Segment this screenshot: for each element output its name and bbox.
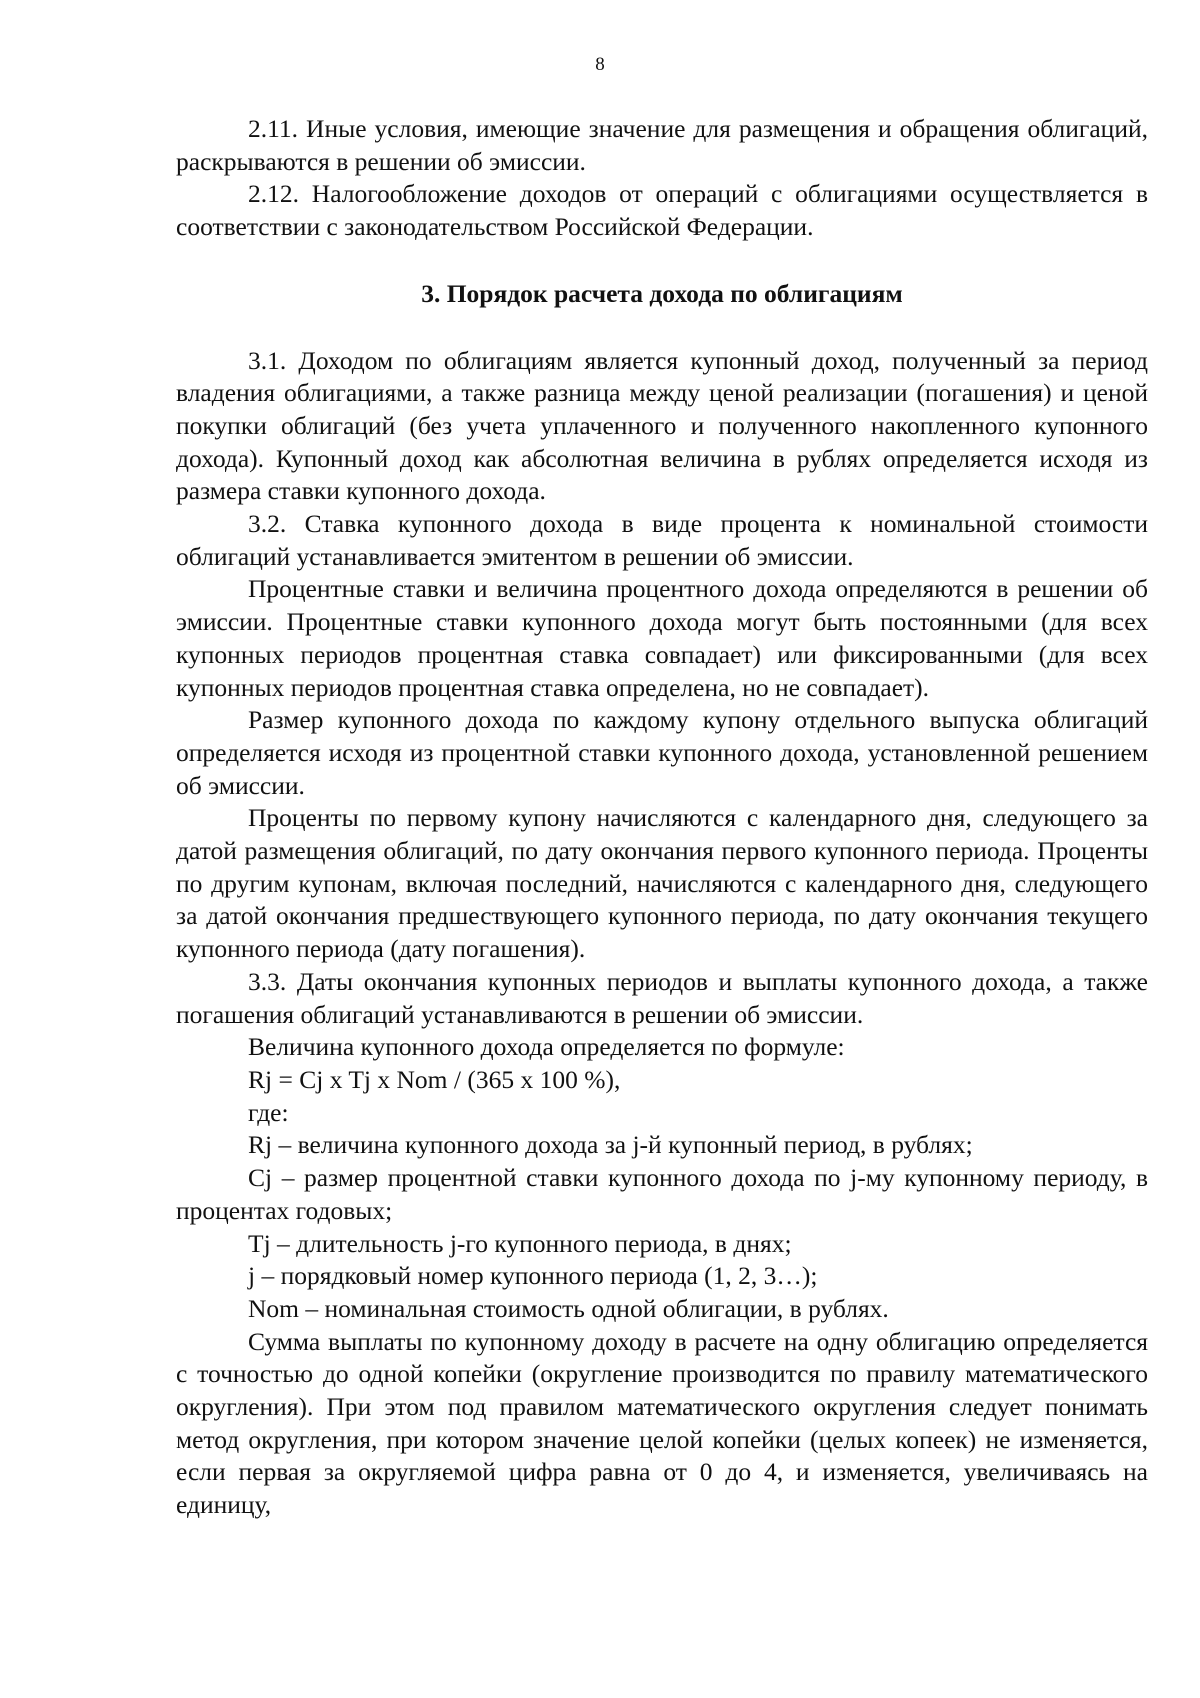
section-heading: 3. Порядок расчета дохода по облигациям (421, 278, 903, 308)
definition-tj: Tj – длительность j-го купонного периода, в днях; (248, 1228, 792, 1258)
paragraph-2-12: 2.12. Налогообложение доходов от операций с облигациями осуществляется в соответствии с законодательством Российской Федерации. (176, 179, 1148, 242)
formula-where: где: (248, 1097, 289, 1127)
paragraph-2-11: 2.11. Иные условия, имеющие значение для размещения и обращения облигаций, раскрываются в решении об эмиссии. (176, 114, 1148, 176)
definition-j: j – порядковый номер купонного периода (1, 2, 3…); (248, 1261, 818, 1291)
formula-intro: Величина купонного дохода определяется по формуле: (248, 1032, 845, 1062)
paragraph-interest-accrual: Проценты по первому купону начисляются с календарного дня, следующего за датой размещения облигаций, по дату окончания первого купонного периода. Проценты по другим купонам, включая последний, начисляются с календарного дня, следующего за датой окончания предшествующего купонного периода, по дату окончания текущего купонного периода (дату погашения). (176, 803, 1148, 964)
document-body (176, 113, 1148, 1522)
paragraph-3-3: 3.3. Даты окончания купонных периодов и выплаты купонного дохода, а также погашения облигаций устанавливаются в решении об эмиссии. (176, 966, 1148, 1029)
paragraph-coupon-size: Размер купонного дохода по каждому купону отдельного выпуска облигаций определяется исходя из процентной ставки купонного дохода, установленной решением об эмиссии. (176, 705, 1148, 800)
paragraph-3-1: 3.1. Доходом по облигациям является купонный доход, полученный за период владения облигациями, а также разница между ценой реализации (погашения) и ценой покупки облигаций (без учета уплаченного и полученного накопленного купонного дохода). Купонный доход как абсолютная величина в рублях определяется исходя из размера ставки купонного дохода. (176, 345, 1148, 506)
definition-nom: Nom – номинальная стоимость одной облигации, в рублях. (248, 1293, 889, 1323)
definition-rj: Rj – величина купонного дохода за j-й купонный период, в рублях; (248, 1130, 973, 1160)
paragraph-3-2: 3.2. Ставка купонного дохода в виде процента к номинальной стоимости облигаций устанавливается эмитентом в решении об эмиссии. (176, 509, 1148, 571)
page-number: 8 (595, 54, 605, 75)
paragraph-interest-rates: Процентные ставки и величина процентного дохода определяются в решении об эмиссии. Процентные ставки купонного дохода могут быть постоянными (для всех купонных периодов процентная ставка совпадает) или фиксированными (для всех купонных периодов процентная ставка определена, но не совпадает). (176, 574, 1148, 702)
definition-cj: Cj – размер процентной ставки купонного дохода по j-му купонному периоду, в процентах годовых; (176, 1163, 1148, 1225)
paragraph-payment-rounding: Сумма выплаты по купонному доходу в расчете на одну облигацию определяется с точностью до одной копейки (округление производится по правилу математического округления). При этом под правилом математического округления следует понимать метод округления, при котором значение целой копейки (целых копеек) не изменяется, если первая за округляемой цифра равна от 0 до 4, и изменяется, увеличиваясь на единицу, (176, 1326, 1148, 1520)
formula: Rj = Cj x Tj x Nom / (365 x 100 %), (248, 1064, 621, 1094)
